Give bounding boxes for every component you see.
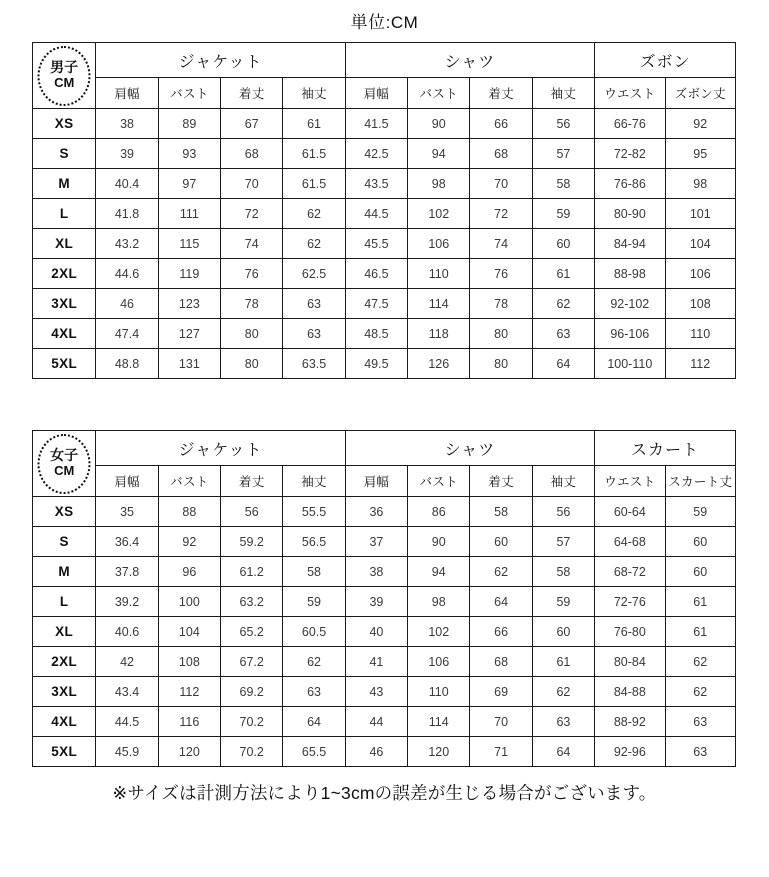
corner-gender-label: 女子 [50, 447, 79, 464]
measurement-cell: 40.4 [96, 169, 158, 199]
size-label-cell: XS [33, 109, 96, 139]
measurement-cell: 40.6 [96, 617, 158, 647]
measurement-cell: 61.5 [283, 169, 345, 199]
measurement-cell: 56 [532, 497, 594, 527]
size-label-cell: XS [33, 497, 96, 527]
measurement-cell: 80 [221, 349, 283, 379]
measurement-cell: 72 [470, 199, 532, 229]
men-measure-header: ズボン丈 [665, 78, 736, 109]
measurement-cell: 70.2 [221, 737, 283, 767]
measurement-cell: 59 [532, 587, 594, 617]
measurement-cell: 68-72 [595, 557, 665, 587]
measurement-cell: 95 [665, 139, 736, 169]
measurement-cell: 64 [470, 587, 532, 617]
size-label-cell: 5XL [33, 737, 96, 767]
measurement-cell: 80 [470, 349, 532, 379]
measurement-cell: 36 [345, 497, 407, 527]
measurement-cell: 44.6 [96, 259, 158, 289]
men-measure-header: 着丈 [470, 78, 532, 109]
men-measure-header: 肩幅 [345, 78, 407, 109]
measurement-cell: 68 [470, 647, 532, 677]
measurement-cell: 44 [345, 707, 407, 737]
table-row [33, 647, 736, 677]
measurement-cell: 102 [408, 199, 470, 229]
measurement-cell: 90 [408, 527, 470, 557]
measurement-cell: 61 [665, 587, 736, 617]
measurement-cell: 43 [345, 677, 407, 707]
measurement-cell: 108 [665, 289, 736, 319]
measurement-cell: 118 [408, 319, 470, 349]
measurement-cell: 39 [96, 139, 158, 169]
measurement-cell: 56 [532, 109, 594, 139]
measurement-cell: 92 [158, 527, 220, 557]
measurement-cell: 114 [408, 289, 470, 319]
measurement-cell: 89 [158, 109, 220, 139]
measurement-cell: 70 [221, 169, 283, 199]
size-label-cell: M [33, 169, 96, 199]
measurement-cell: 71 [470, 737, 532, 767]
measurement-cell: 131 [158, 349, 220, 379]
measurement-cell: 61 [532, 647, 594, 677]
measurement-cell: 38 [96, 109, 158, 139]
measurement-cell: 60 [665, 527, 736, 557]
measurement-cell: 62 [665, 677, 736, 707]
measurement-cell: 37.8 [96, 557, 158, 587]
women-measure-header: 袖丈 [532, 466, 594, 497]
measurement-cell: 72 [221, 199, 283, 229]
table-row [33, 169, 736, 199]
measurement-cell: 69 [470, 677, 532, 707]
size-label-cell: 2XL [33, 647, 96, 677]
measurement-cell: 123 [158, 289, 220, 319]
measurement-cell: 70.2 [221, 707, 283, 737]
measurement-cell: 88-92 [595, 707, 665, 737]
measurement-cell: 110 [408, 677, 470, 707]
measurement-cell: 119 [158, 259, 220, 289]
women-garment-group-header: ジャケット [96, 431, 345, 466]
corner-unit-label: CM [54, 75, 75, 91]
dotted-oval-badge [38, 434, 91, 494]
measurement-cell: 67.2 [221, 647, 283, 677]
corner-unit-label: CM [54, 463, 75, 479]
table-row [33, 557, 736, 587]
unit-title: 単位:CM [350, 13, 419, 32]
women-garment-group-header: シャツ [345, 431, 594, 466]
mens-size-table-container [32, 42, 736, 379]
table-row [33, 139, 736, 169]
measurement-cell: 106 [665, 259, 736, 289]
measurement-cell: 76 [470, 259, 532, 289]
measurement-cell: 62 [470, 557, 532, 587]
size-label-cell: M [33, 557, 96, 587]
measurement-cell: 90 [408, 109, 470, 139]
measurement-cell: 66 [470, 109, 532, 139]
womens-table-head [33, 431, 736, 497]
size-label-cell: 4XL [33, 319, 96, 349]
women-measure-header: 着丈 [221, 466, 283, 497]
measurement-cell: 42 [96, 647, 158, 677]
measurement-cell: 76-86 [595, 169, 665, 199]
measurement-cell: 114 [408, 707, 470, 737]
measurement-cell: 56.5 [283, 527, 345, 557]
women-measure-header: スカート丈 [665, 466, 736, 497]
measurement-cell: 60 [532, 229, 594, 259]
measurement-cell: 59 [532, 199, 594, 229]
men-measure-header: 袖丈 [283, 78, 345, 109]
measurement-cell: 43.4 [96, 677, 158, 707]
size-label-cell: S [33, 527, 96, 557]
measurement-cell: 60.5 [283, 617, 345, 647]
measurement-cell: 78 [470, 289, 532, 319]
men-measure-header: ウエスト [595, 78, 665, 109]
measurement-cell: 45.5 [345, 229, 407, 259]
measurement-cell: 56 [221, 497, 283, 527]
measurement-cell: 112 [158, 677, 220, 707]
measurement-cell: 36.4 [96, 527, 158, 557]
table-row [33, 677, 736, 707]
measurement-cell: 76 [221, 259, 283, 289]
measurement-cell: 104 [665, 229, 736, 259]
measurement-cell: 62 [283, 647, 345, 677]
table-row [33, 527, 736, 557]
measurement-cell: 66-76 [595, 109, 665, 139]
table-row [33, 259, 736, 289]
measurement-cell: 41 [345, 647, 407, 677]
men-corner-cell [33, 43, 96, 109]
size-label-cell: L [33, 199, 96, 229]
measurement-cell: 101 [665, 199, 736, 229]
measurement-cell: 62 [532, 677, 594, 707]
measurement-cell: 84-94 [595, 229, 665, 259]
measurement-cell: 62.5 [283, 259, 345, 289]
measurement-cell: 59 [283, 587, 345, 617]
measurement-cell: 86 [408, 497, 470, 527]
womens-table-body [33, 497, 736, 767]
measurement-cell: 110 [408, 259, 470, 289]
measurement-cell: 98 [665, 169, 736, 199]
measurement-cell: 63 [665, 707, 736, 737]
women-measure-header: ウエスト [595, 466, 665, 497]
corner-gender-label: 男子 [50, 59, 79, 76]
measurement-cell: 63 [283, 677, 345, 707]
women-measure-header-row [33, 466, 736, 497]
table-row [33, 229, 736, 259]
measurement-cell: 67 [221, 109, 283, 139]
measurement-cell: 61.5 [283, 139, 345, 169]
measurement-cell: 66 [470, 617, 532, 647]
measurement-cell: 64-68 [595, 527, 665, 557]
men-measure-header: 肩幅 [96, 78, 158, 109]
women-measure-header: 肩幅 [345, 466, 407, 497]
measurement-cell: 92-102 [595, 289, 665, 319]
women-measure-header: バスト [158, 466, 220, 497]
measurement-cell: 40 [345, 617, 407, 647]
measurement-cell: 106 [408, 647, 470, 677]
size-label-cell: 3XL [33, 677, 96, 707]
measurement-cell: 68 [221, 139, 283, 169]
measurement-cell: 63.2 [221, 587, 283, 617]
measurement-cell: 64 [283, 707, 345, 737]
table-row [33, 587, 736, 617]
measurement-cell: 120 [158, 737, 220, 767]
table-row [33, 617, 736, 647]
measurement-cell: 57 [532, 527, 594, 557]
measurement-cell: 46 [96, 289, 158, 319]
measurement-cell: 102 [408, 617, 470, 647]
measurement-cell: 60-64 [595, 497, 665, 527]
measurement-cell: 58 [470, 497, 532, 527]
measurement-cell: 62 [665, 647, 736, 677]
measurement-cell: 48.5 [345, 319, 407, 349]
women-corner-cell [33, 431, 96, 497]
measurement-cell: 60 [665, 557, 736, 587]
measurement-cell: 62 [532, 289, 594, 319]
mens-size-table [32, 42, 736, 379]
measurement-cell: 126 [408, 349, 470, 379]
measurement-cell: 104 [158, 617, 220, 647]
measurement-cell: 97 [158, 169, 220, 199]
measurement-cell: 46.5 [345, 259, 407, 289]
measurement-cell: 47.5 [345, 289, 407, 319]
men-garment-group-header: ズボン [595, 43, 736, 78]
table-row [33, 319, 736, 349]
table-row [33, 497, 736, 527]
measurement-cell: 70 [470, 707, 532, 737]
measurement-cell: 38 [345, 557, 407, 587]
women-measure-header: 袖丈 [283, 466, 345, 497]
measurement-cell: 127 [158, 319, 220, 349]
table-row [33, 109, 736, 139]
measurement-cell: 80-90 [595, 199, 665, 229]
measurement-cell: 39.2 [96, 587, 158, 617]
measurement-tolerance-note: ※サイズは計測方法により1~3cmの誤差が生じる場合がございます。 [112, 783, 657, 803]
measurement-cell: 80-84 [595, 647, 665, 677]
measurement-cell: 47.4 [96, 319, 158, 349]
measurement-cell: 78 [221, 289, 283, 319]
measurement-cell: 84-88 [595, 677, 665, 707]
size-label-cell: 5XL [33, 349, 96, 379]
measurement-cell: 44.5 [345, 199, 407, 229]
measurement-cell: 88-98 [595, 259, 665, 289]
measurement-cell: 37 [345, 527, 407, 557]
measurement-cell: 46 [345, 737, 407, 767]
size-label-cell: XL [33, 617, 96, 647]
measurement-cell: 58 [532, 557, 594, 587]
measurement-cell: 63 [532, 319, 594, 349]
measurement-cell: 92-96 [595, 737, 665, 767]
men-garment-group-header: ジャケット [96, 43, 345, 78]
measurement-cell: 39 [345, 587, 407, 617]
measurement-cell: 64 [532, 349, 594, 379]
measurement-cell: 63 [283, 319, 345, 349]
men-measure-header: バスト [408, 78, 470, 109]
womens-size-table-container [32, 430, 736, 767]
measurement-cell: 116 [158, 707, 220, 737]
measurement-cell: 72-76 [595, 587, 665, 617]
measurement-cell: 76-80 [595, 617, 665, 647]
measurement-cell: 96-106 [595, 319, 665, 349]
measurement-cell: 64 [532, 737, 594, 767]
measurement-cell: 112 [665, 349, 736, 379]
measurement-cell: 115 [158, 229, 220, 259]
size-label-cell: S [33, 139, 96, 169]
measurement-cell: 106 [408, 229, 470, 259]
size-label-cell: L [33, 587, 96, 617]
dotted-oval-badge [38, 46, 91, 106]
measurement-cell: 94 [408, 139, 470, 169]
measurement-cell: 63.5 [283, 349, 345, 379]
womens-size-table [32, 430, 736, 767]
measurement-cell: 41.5 [345, 109, 407, 139]
women-garment-group-header: スカート [595, 431, 736, 466]
measurement-cell: 72-82 [595, 139, 665, 169]
measurement-cell: 41.8 [96, 199, 158, 229]
measurement-cell: 108 [158, 647, 220, 677]
measurement-cell: 98 [408, 169, 470, 199]
measurement-cell: 48.8 [96, 349, 158, 379]
measurement-cell: 61 [532, 259, 594, 289]
measurement-cell: 88 [158, 497, 220, 527]
measurement-cell: 57 [532, 139, 594, 169]
measurement-cell: 74 [470, 229, 532, 259]
measurement-cell: 70 [470, 169, 532, 199]
measurement-cell: 94 [408, 557, 470, 587]
size-label-cell: 2XL [33, 259, 96, 289]
table-row [33, 199, 736, 229]
measurement-cell: 58 [283, 557, 345, 587]
men-measure-header-row [33, 78, 736, 109]
measurement-cell: 59.2 [221, 527, 283, 557]
measurement-cell: 111 [158, 199, 220, 229]
size-label-cell: XL [33, 229, 96, 259]
mens-table-body [33, 109, 736, 379]
measurement-cell: 62 [283, 199, 345, 229]
measurement-cell: 63 [283, 289, 345, 319]
measurement-cell: 92 [665, 109, 736, 139]
measurement-cell: 61.2 [221, 557, 283, 587]
women-measure-header: 肩幅 [96, 466, 158, 497]
table-row [33, 349, 736, 379]
table-row [33, 737, 736, 767]
size-label-cell: 4XL [33, 707, 96, 737]
measurement-cell: 100-110 [595, 349, 665, 379]
measurement-cell: 65.5 [283, 737, 345, 767]
measurement-cell: 74 [221, 229, 283, 259]
men-measure-header: 袖丈 [532, 78, 594, 109]
measurement-cell: 60 [470, 527, 532, 557]
measurement-cell: 65.2 [221, 617, 283, 647]
measurement-cell: 69.2 [221, 677, 283, 707]
measurement-cell: 61 [283, 109, 345, 139]
measurement-cell: 80 [470, 319, 532, 349]
measurement-cell: 43.2 [96, 229, 158, 259]
men-garment-group-header: シャツ [345, 43, 594, 78]
size-label-cell: 3XL [33, 289, 96, 319]
measurement-cell: 49.5 [345, 349, 407, 379]
measurement-cell: 62 [283, 229, 345, 259]
women-group-header-row [33, 431, 736, 466]
measurement-cell: 96 [158, 557, 220, 587]
measurement-cell: 59 [665, 497, 736, 527]
measurement-cell: 35 [96, 497, 158, 527]
measurement-cell: 98 [408, 587, 470, 617]
measurement-cell: 43.5 [345, 169, 407, 199]
measurement-cell: 60 [532, 617, 594, 647]
measurement-cell: 68 [470, 139, 532, 169]
measurement-cell: 63 [665, 737, 736, 767]
measurement-cell: 45.9 [96, 737, 158, 767]
measurement-cell: 42.5 [345, 139, 407, 169]
women-measure-header: バスト [408, 466, 470, 497]
measurement-cell: 44.5 [96, 707, 158, 737]
table-row [33, 707, 736, 737]
table-row [33, 289, 736, 319]
women-measure-header: 着丈 [470, 466, 532, 497]
measurement-cell: 61 [665, 617, 736, 647]
men-measure-header: バスト [158, 78, 220, 109]
mens-table-head [33, 43, 736, 109]
measurement-cell: 120 [408, 737, 470, 767]
measurement-cell: 80 [221, 319, 283, 349]
measurement-cell: 58 [532, 169, 594, 199]
measurement-cell: 55.5 [283, 497, 345, 527]
measurement-cell: 93 [158, 139, 220, 169]
measurement-cell: 100 [158, 587, 220, 617]
men-group-header-row [33, 43, 736, 78]
men-measure-header: 着丈 [221, 78, 283, 109]
measurement-cell: 110 [665, 319, 736, 349]
measurement-cell: 63 [532, 707, 594, 737]
